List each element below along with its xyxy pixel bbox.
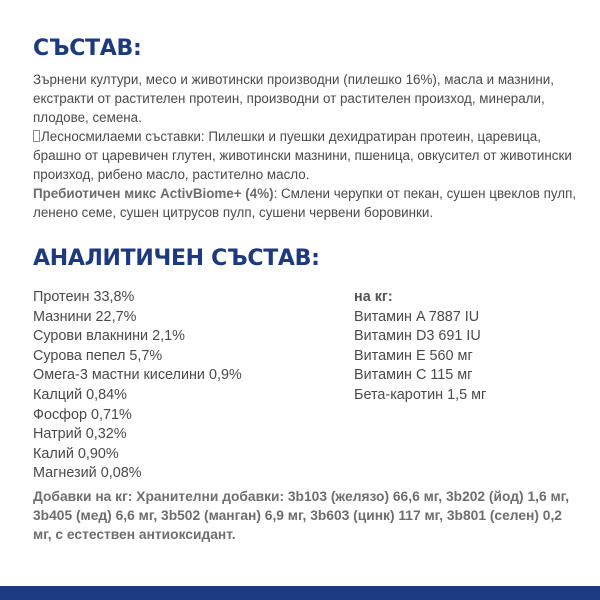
prebiotic-text: : Смлени черупки от пекан, сушен цвеклов пулп, ленено семе, сушен цитрусов пулп, сушени червени боровинки. xyxy=(33,186,577,220)
nutrient-item: Калций 0,84% xyxy=(33,386,127,403)
footer-bar xyxy=(0,586,600,600)
per-kg-heading: на кг: xyxy=(354,289,393,305)
analytical-heading: АНАЛИТИЧЕН СЪСТАВ: xyxy=(33,246,320,271)
composition-paragraph-ingredients: Зърнени култури, месо и животински производни (пилешко 16%), масла и мазнини, екстракти от растителен протеин, производни от растителен произход, минерали, плодове, семена. xyxy=(33,72,554,125)
nutrient-item: Омега-3 мастни киселини 0,9% xyxy=(33,367,242,384)
additives-paragraph: Добавки на кг: Хранителни добавки: 3b103 (желязо) 66,6 мг, 3b202 (йод) 1,6 мг, 3b405 (мед) 6,6 мг, 3b502 (манган) 6,9 мг, 3b603 (цинк) 117 мг, 3b801 (селен) 0,2 мг, с естествен антиоксидант. xyxy=(33,489,570,542)
nutrient-item: Калий 0,90% xyxy=(33,445,119,462)
composition-paragraph-digestible xyxy=(33,127,578,184)
vitamin-item: Витамин C 115 мг xyxy=(354,367,473,384)
nutrient-item: Мазнини 22,7% xyxy=(33,308,137,325)
composition-section xyxy=(33,70,578,222)
vitamins-list xyxy=(354,288,584,406)
nutrient-item: Магнезий 0,08% xyxy=(33,465,142,482)
nutrient-item: Сурова пепел 5,7% xyxy=(33,347,163,364)
composition-paragraph-prebiotic xyxy=(33,184,578,222)
digestible-text: Лесносмилаеми съставки: Пилешки и пуешки дехидратиран протеин, царевица, брашно от царевичен глутен, животински мазнини, пшеница, овкусител от животински произход, рибено масло, растително масло. xyxy=(33,129,572,182)
prebiotic-label: Пребиотичен микс ActivBiome+ (4%) xyxy=(33,186,274,201)
composition-heading: СЪСТАВ: xyxy=(33,36,142,61)
vitamin-item: Витамин D3 691 IU xyxy=(354,328,481,345)
analytical-nutrients-list xyxy=(33,288,333,484)
vitamin-item: Витамин A 7887 IU xyxy=(354,308,480,325)
nutrient-item: Натрий 0,32% xyxy=(33,426,127,443)
missing-glyph-icon xyxy=(33,130,40,142)
vitamin-item: Бета-каротин 1,5 мг xyxy=(354,386,487,403)
nutrient-item: Протеин 33,8% xyxy=(33,289,135,305)
vitamin-item: Витамин E 560 мг xyxy=(354,347,473,364)
nutrient-item: Сурови влакнини 2,1% xyxy=(33,328,185,345)
nutrient-item: Фосфор 0,71% xyxy=(33,406,132,423)
